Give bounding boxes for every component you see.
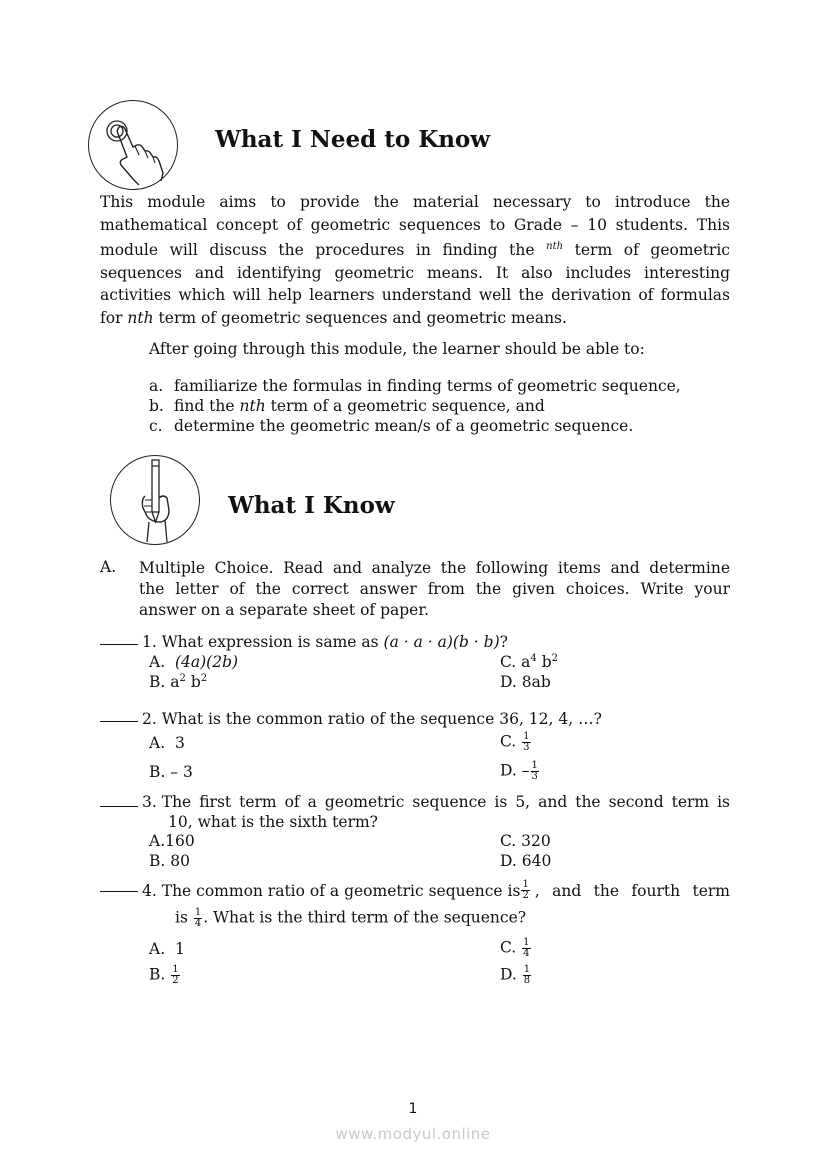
choice-d: D. – $\frac{1}{3}$: [500, 760, 538, 782]
question-2: 2. What is the common ratio of the sequence 36, 12, 4, …?: [100, 710, 730, 728]
choice-a: A. 1: [149, 940, 185, 958]
page-title-need-to-know: What I Need to Know: [215, 126, 491, 153]
page-title-what-i-know: What I Know: [228, 492, 395, 519]
choice-b: B. – 3: [149, 763, 193, 781]
fraction: $\frac{1}{4}$: [523, 937, 530, 959]
instruction-line: the letter of the correct answer from the given choices. Write your: [139, 580, 730, 598]
paragraph-line: This module aims to provide the material necessary to introduce the: [100, 193, 730, 211]
choice-a: A.160: [149, 832, 195, 850]
question-4-line2: is $\frac{1}{4}$ . What is the third term of the sequence?: [175, 907, 527, 929]
paragraph-line: for nth term of geometric sequences and geometric means.: [100, 308, 567, 327]
fraction: $\frac{1}{3}$: [523, 731, 530, 753]
answer-blank[interactable]: [100, 720, 138, 722]
choice-d: D. 640: [500, 852, 552, 870]
paragraph-line: sequences and identifying geometric means. It also includes interesting: [100, 263, 730, 282]
choice-c: C. 320: [500, 832, 551, 850]
question-3: 3. The first term of a geometric sequence is 5, and the second term is: [100, 793, 730, 811]
choice-c: C. $\frac{1}{3}$: [500, 731, 530, 753]
instruction-line: answer on a separate sheet of paper.: [139, 601, 429, 619]
site-watermark[interactable]: www.modyul.online: [335, 1125, 491, 1143]
question-1: 1. What expression is same as (a · a · a)(b · b)?: [100, 633, 730, 651]
answer-blank[interactable]: [100, 890, 138, 892]
instruction-letter: A.: [100, 558, 117, 576]
fraction: $\frac{1}{8}$: [523, 964, 531, 986]
module-description: [100, 191, 730, 329]
choice-a: A. 3: [149, 734, 185, 752]
instructions: [139, 558, 730, 621]
question-3-line2: 10, what is the sixth term?: [168, 813, 378, 831]
choice-c: C. $\frac{1}{4}$: [500, 937, 530, 959]
paragraph-line: activities which will help learners understand well the derivation of formulas: [100, 286, 730, 305]
finger-touch-icon: [88, 100, 178, 190]
fraction: $\frac{1}{2}$: [172, 964, 179, 986]
page-number: 1: [408, 1101, 418, 1117]
objective-item: c. determine the geometric mean/s of a geometric sequence.: [149, 417, 634, 435]
answer-blank[interactable]: [100, 805, 138, 807]
choice-b: B. 80: [149, 852, 190, 870]
choice-b: B. $\frac{1}{2}$: [149, 964, 179, 986]
fraction: $\frac{1}{2}$: [522, 879, 529, 901]
answer-blank[interactable]: [100, 643, 138, 645]
question-4: 4. The common ratio of a geometric sequence is $\frac{1}{2}$ , and the fourth term: [100, 880, 730, 901]
instruction-line: Multiple Choice. Read and analyze the following items and determine: [139, 559, 730, 577]
choice-a: A. (4a)(2b): [149, 653, 239, 671]
fraction: $\frac{1}{4}$: [194, 907, 202, 929]
choice-d: D. 8ab: [500, 673, 551, 691]
objectives-intro: After going through this module, the learner should be able to:: [149, 340, 645, 358]
choice-d: D. $\frac{1}{8}$: [500, 964, 531, 986]
hand-holding-pencil-icon: [110, 455, 200, 545]
objective-item: a. familiarize the formulas in finding terms of geometric sequence,: [149, 377, 681, 395]
fraction: $\frac{1}{3}$: [531, 760, 538, 782]
paragraph-line: module will discuss the procedures in finding the $^{nth}$ term of geometric: [100, 241, 730, 260]
choice-c: C. $a^4$ $b^2$: [500, 653, 559, 672]
paragraph-line: mathematical concept of geometric sequences to Grade – 10 students. This: [100, 215, 730, 234]
choice-b: B. $a^2$ $b^2$: [149, 673, 208, 692]
objective-item: b. find the nth term of a geometric sequence, and: [149, 397, 545, 415]
